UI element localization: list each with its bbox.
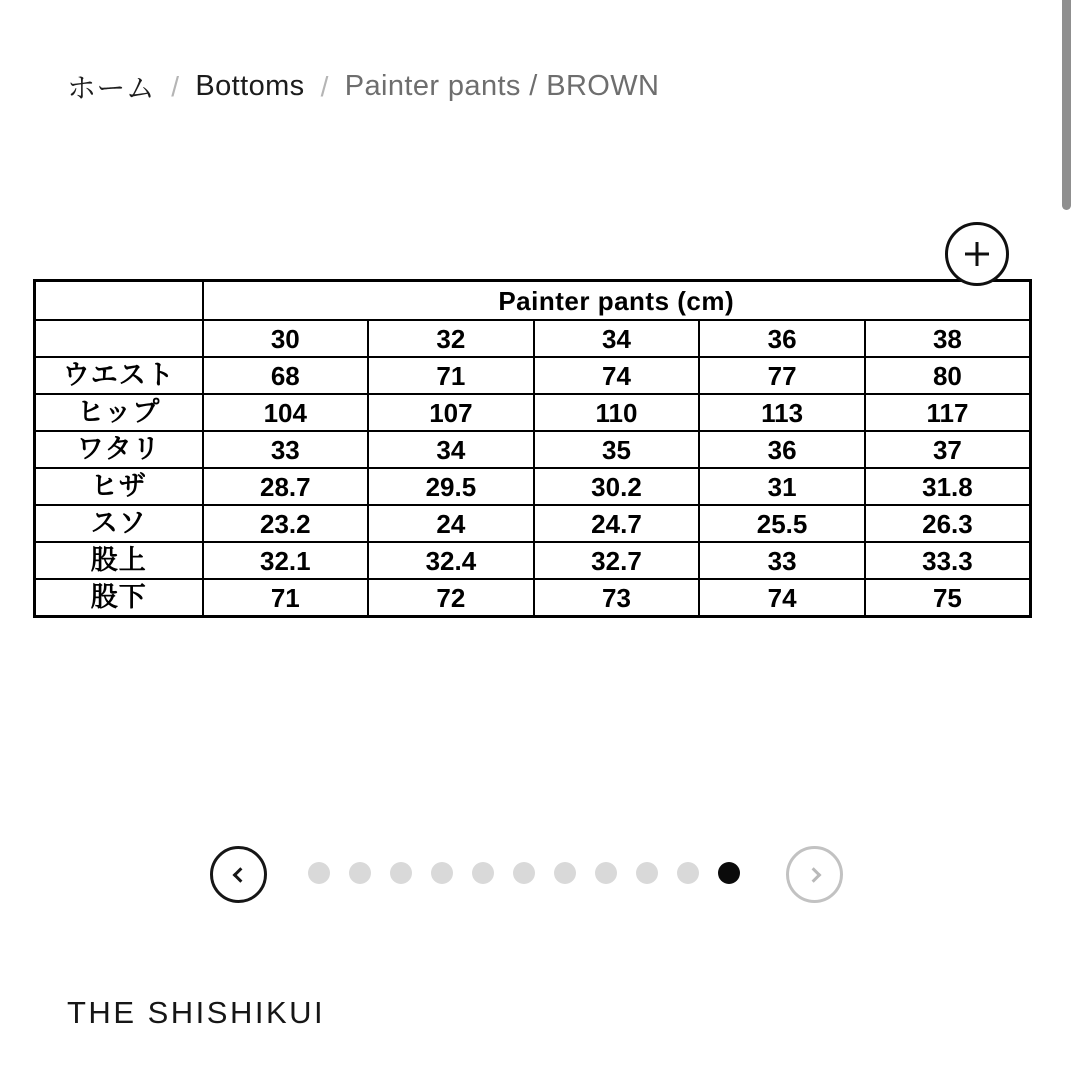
cell-value: 24.7 (534, 505, 700, 542)
carousel-dot-5[interactable] (472, 862, 494, 884)
chevron-right-icon (805, 867, 821, 883)
cell-value: 74 (699, 579, 865, 617)
brand-link[interactable]: THE SHISHIKUI (67, 995, 326, 1030)
cell-value: 29.5 (368, 468, 534, 505)
cell-value: 32.7 (534, 542, 700, 579)
empty-corner-cell (35, 281, 203, 321)
carousel-dot-11[interactable] (718, 862, 740, 884)
cell-value: 80 (865, 357, 1031, 394)
cell-value: 74 (534, 357, 700, 394)
cell-value: 35 (534, 431, 700, 468)
size-header: 38 (865, 320, 1031, 357)
chevron-left-icon (232, 867, 248, 883)
cell-value: 77 (699, 357, 865, 394)
cell-value: 28.7 (203, 468, 369, 505)
size-chart-table (33, 279, 1032, 618)
size-header: 32 (368, 320, 534, 357)
table-row-waist (35, 357, 1031, 394)
cell-value: 104 (203, 394, 369, 431)
carousel-dot-7[interactable] (554, 862, 576, 884)
row-label: ヒザ (35, 468, 203, 505)
carousel-dot-1[interactable] (308, 862, 330, 884)
carousel-dot-10[interactable] (677, 862, 699, 884)
scrollbar-thumb[interactable] (1062, 0, 1071, 210)
carousel-dot-6[interactable] (513, 862, 535, 884)
breadcrumb (67, 66, 659, 107)
row-label: ヒップ (35, 394, 203, 431)
size-header: 34 (534, 320, 700, 357)
cell-value: 117 (865, 394, 1031, 431)
cell-value: 26.3 (865, 505, 1031, 542)
carousel-dot-4[interactable] (431, 862, 453, 884)
carousel-prev-button[interactable] (210, 846, 267, 903)
cell-value: 37 (865, 431, 1031, 468)
row-label: ウエスト (35, 357, 203, 394)
cell-value: 33.3 (865, 542, 1031, 579)
cell-value: 32.1 (203, 542, 369, 579)
breadcrumb-separator: / (171, 70, 180, 102)
table-title: Painter pants (cm) (203, 281, 1031, 321)
empty-corner-cell (35, 320, 203, 357)
cell-value: 33 (699, 542, 865, 579)
cell-value: 31 (699, 468, 865, 505)
row-label: スソ (35, 505, 203, 542)
cell-value: 107 (368, 394, 534, 431)
plus-icon (976, 242, 979, 266)
cell-value: 71 (368, 357, 534, 394)
table-row-thigh (35, 431, 1031, 468)
breadcrumb-separator: / (320, 70, 329, 102)
carousel-dot-3[interactable] (390, 862, 412, 884)
carousel-dots (308, 862, 740, 884)
cell-value: 31.8 (865, 468, 1031, 505)
cell-value: 71 (203, 579, 369, 617)
carousel-dot-9[interactable] (636, 862, 658, 884)
table-title-row (35, 281, 1031, 321)
cell-value: 110 (534, 394, 700, 431)
cell-value: 113 (699, 394, 865, 431)
cell-value: 73 (534, 579, 700, 617)
cell-value: 33 (203, 431, 369, 468)
cell-value: 72 (368, 579, 534, 617)
table-row-knee (35, 468, 1031, 505)
image-zoom-button[interactable] (945, 222, 1009, 286)
table-row-hip (35, 394, 1031, 431)
cell-value: 68 (203, 357, 369, 394)
row-label: 股上 (35, 542, 203, 579)
cell-value: 34 (368, 431, 534, 468)
cell-value: 24 (368, 505, 534, 542)
table-row-inseam (35, 579, 1031, 617)
cell-value: 75 (865, 579, 1031, 617)
breadcrumb-current-item: Painter pants / BROWN (344, 70, 660, 102)
table-row-hem (35, 505, 1031, 542)
row-label: ワタリ (35, 431, 203, 468)
row-label: 股下 (35, 579, 203, 617)
size-header: 36 (699, 320, 865, 357)
table-size-header-row (35, 320, 1031, 357)
cell-value: 25.5 (699, 505, 865, 542)
cell-value: 36 (699, 431, 865, 468)
cell-value: 32.4 (368, 542, 534, 579)
breadcrumb-home[interactable]: ホーム (67, 73, 156, 105)
size-header: 30 (203, 320, 369, 357)
table-row-rise (35, 542, 1031, 579)
cell-value: 30.2 (534, 468, 700, 505)
carousel-dot-8[interactable] (595, 862, 617, 884)
cell-value: 23.2 (203, 505, 369, 542)
carousel-next-button[interactable] (786, 846, 843, 903)
breadcrumb-category-bottoms[interactable]: Bottoms (195, 70, 305, 102)
carousel-dot-2[interactable] (349, 862, 371, 884)
